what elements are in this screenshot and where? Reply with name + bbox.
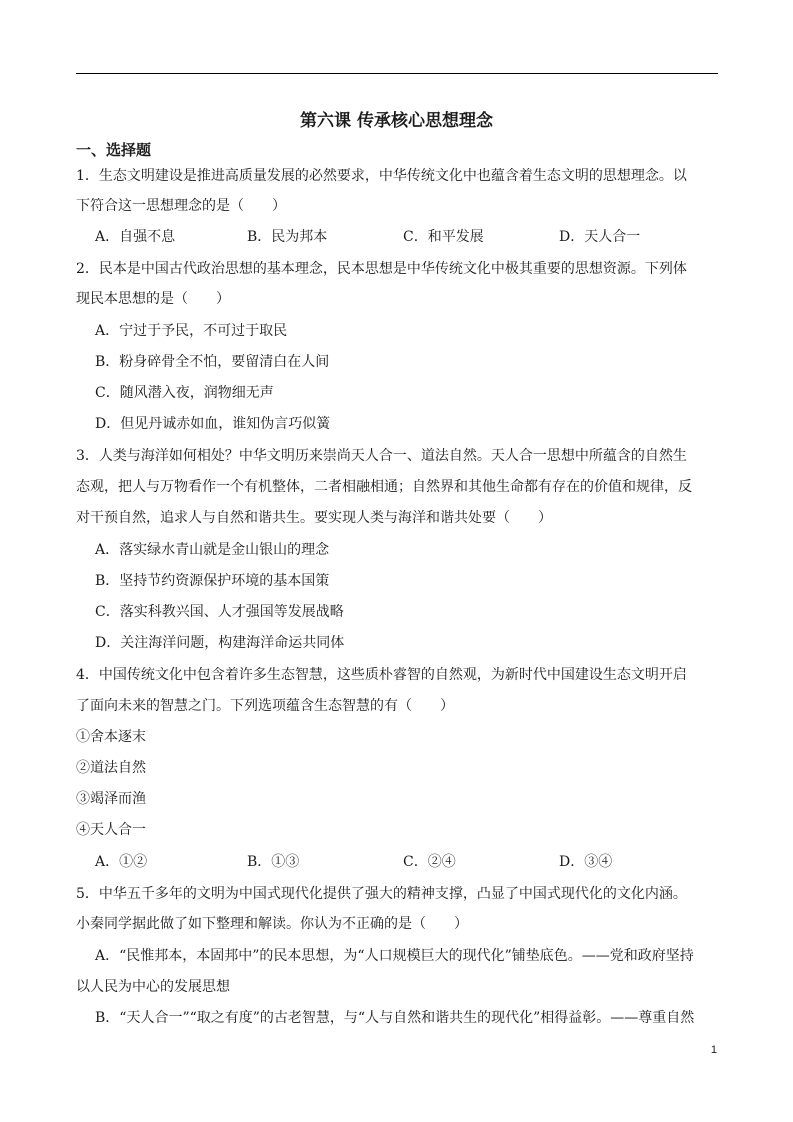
q3-option-c: C．落实科教兴国、人才强国等发展战略 bbox=[95, 604, 344, 620]
q2-text-line1: 2．民本是中国古代政治思想的基本理念，民本思想是中华传统文化中极其重要的思想资源。下列体 bbox=[76, 261, 687, 277]
q3-text-line2: 态观，把人与万物看作一个有机整体，二者相融相通；自然界和其他生命都有存在的价值和规律，反 bbox=[76, 479, 692, 495]
q5-option-a-line1: A．“民惟邦本，本固邦中”的民本思想，为“人口规模巨大的现代化”铺垫底色。——党和政府坚持 bbox=[95, 948, 694, 964]
q4-option-b: B．①③ bbox=[247, 854, 300, 870]
q1-text-line1: 1．生态文明建设是推进高质量发展的必然要求，中华传统文化中也蕴含着生态文明的思想理念。以 bbox=[76, 168, 687, 184]
q4-option-c: C．②④ bbox=[403, 854, 456, 870]
q1-option-a: A．自强不息 bbox=[95, 229, 176, 245]
q4-option-d: D．③④ bbox=[559, 854, 613, 870]
q5-text-line1: 5．中华五千多年的文明为中国式现代化提供了强大的精神支撑，凸显了中国式现代化的文化内涵。 bbox=[76, 886, 687, 902]
q3-option-d: D．关注海洋问题，构建海洋命运共同体 bbox=[95, 635, 345, 651]
section-heading: 一、选择题 bbox=[76, 141, 152, 159]
q2-option-c: C．随风潜入夜，润物细无声 bbox=[95, 385, 274, 401]
q1-option-b: B．民为邦本 bbox=[247, 229, 328, 245]
q4-item-4: ④天人合一 bbox=[76, 822, 146, 838]
q1-text-line2: 下符合这一思想理念的是（ ） bbox=[76, 198, 286, 214]
q2-option-a: A．宁过于予民，不可过于取民 bbox=[95, 323, 288, 339]
q1-option-c: C．和平发展 bbox=[403, 229, 484, 245]
q4-item-1: ①舍本逐末 bbox=[76, 729, 146, 745]
q5-text-line2: 小秦同学据此做了如下整理和解读。你认为不正确的是（ ） bbox=[76, 916, 468, 932]
q3-option-b: B．坚持节约资源保护环境的基本国策 bbox=[95, 573, 330, 589]
header-rule bbox=[76, 73, 718, 74]
q4-item-3: ③竭泽而渔 bbox=[76, 791, 146, 807]
q4-option-a: A．①② bbox=[95, 854, 148, 870]
page-title: 第六课 传承核心思想理念 bbox=[300, 111, 493, 131]
q3-text-line3: 对干预自然，追求人与自然和谐共生。要实现人类与海洋和谐共处要（ ） bbox=[76, 510, 552, 526]
q4-text-line1: 4．中国传统文化中包含着许多生态智慧，这些质朴睿智的自然观，为新时代中国建设生态文明开启 bbox=[76, 667, 687, 683]
q2-option-b: B．粉身碎骨全不怕，要留清白在人间 bbox=[95, 354, 330, 370]
q5-option-a-line2: 以人民为中心的发展思想 bbox=[76, 979, 230, 995]
q2-text-line2: 现民本思想的是（ ） bbox=[76, 291, 230, 307]
q5-option-b-line1: B．“天人合一”“取之有度”的古老智慧，与“人与自然和谐共生的现代化”相得益彰。——尊重自然 bbox=[95, 1010, 695, 1026]
q3-option-a: A．落实绿水青山就是金山银山的理念 bbox=[95, 542, 330, 558]
q4-item-2: ②道法自然 bbox=[76, 760, 146, 776]
q2-option-d: D．但见丹诚赤如血，谁知伪言巧似簧 bbox=[95, 416, 331, 432]
q3-text-line1: 3．人类与海洋如何相处？中华文明历来崇尚天人合一、道法自然。天人合一思想中所蕴含的自然生 bbox=[76, 448, 687, 464]
q4-text-line2: 了面向未来的智慧之门。下列选项蕴含生态智慧的有（ ） bbox=[76, 698, 454, 714]
page-number: 1 bbox=[710, 1044, 717, 1056]
q1-option-d: D．天人合一 bbox=[559, 229, 641, 245]
